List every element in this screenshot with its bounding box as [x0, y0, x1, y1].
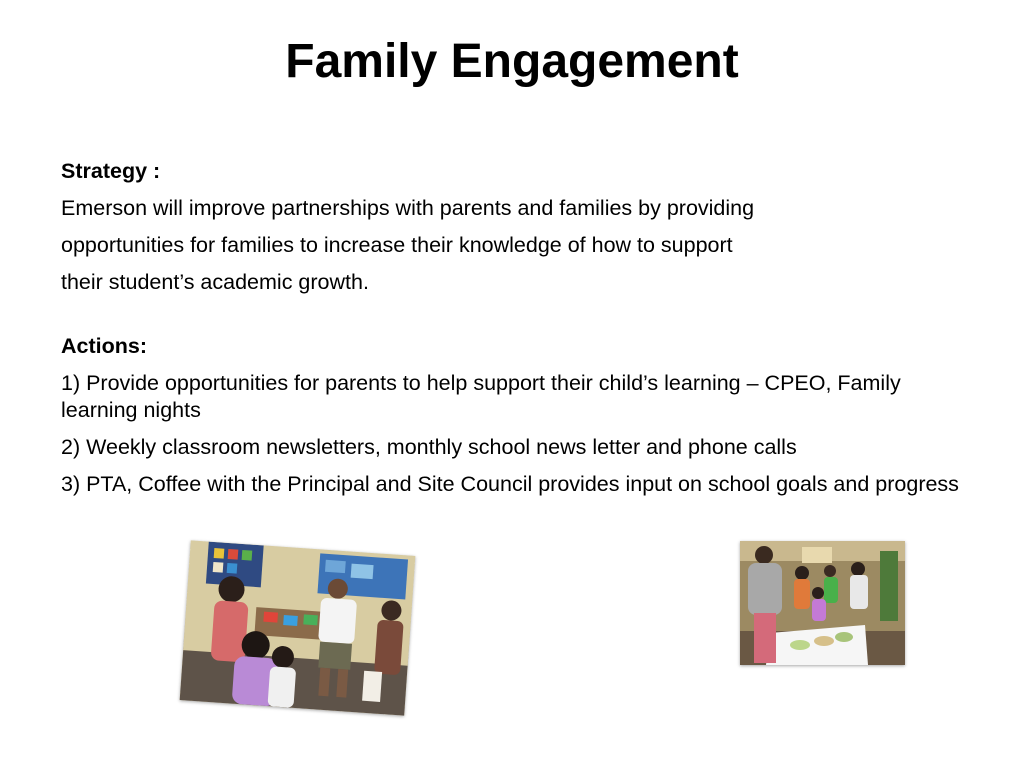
strategy-line-1: Emerson will improve partnerships with parents and families by providing [61, 196, 755, 220]
slide-title: Family Engagement [285, 35, 739, 88]
strategy-heading: Strategy : [61, 159, 161, 183]
action-item-3: 3) PTA, Coffee with the Principal and Site Council provides input on school goals and progress [61, 472, 959, 496]
slide-body [61, 158, 961, 508]
classroom-family-photo [180, 540, 416, 715]
actions-heading: Actions: [61, 334, 147, 358]
action-item-2: 2) Weekly classroom newsletters, monthly school news letter and phone calls [61, 435, 797, 459]
family-event-photo [740, 541, 905, 665]
strategy-line-3: their student’s academic growth. [61, 270, 369, 294]
strategy-line-2: opportunities for families to increase their knowledge of how to support [61, 233, 733, 257]
action-item-1: 1) Provide opportunities for parents to help support their child’s learning – CPEO, Family learning nights [61, 371, 901, 422]
paragraph-spacer [61, 306, 961, 333]
family-event-photo-illustration [740, 541, 905, 665]
classroom-family-photo-illustration [180, 540, 416, 715]
